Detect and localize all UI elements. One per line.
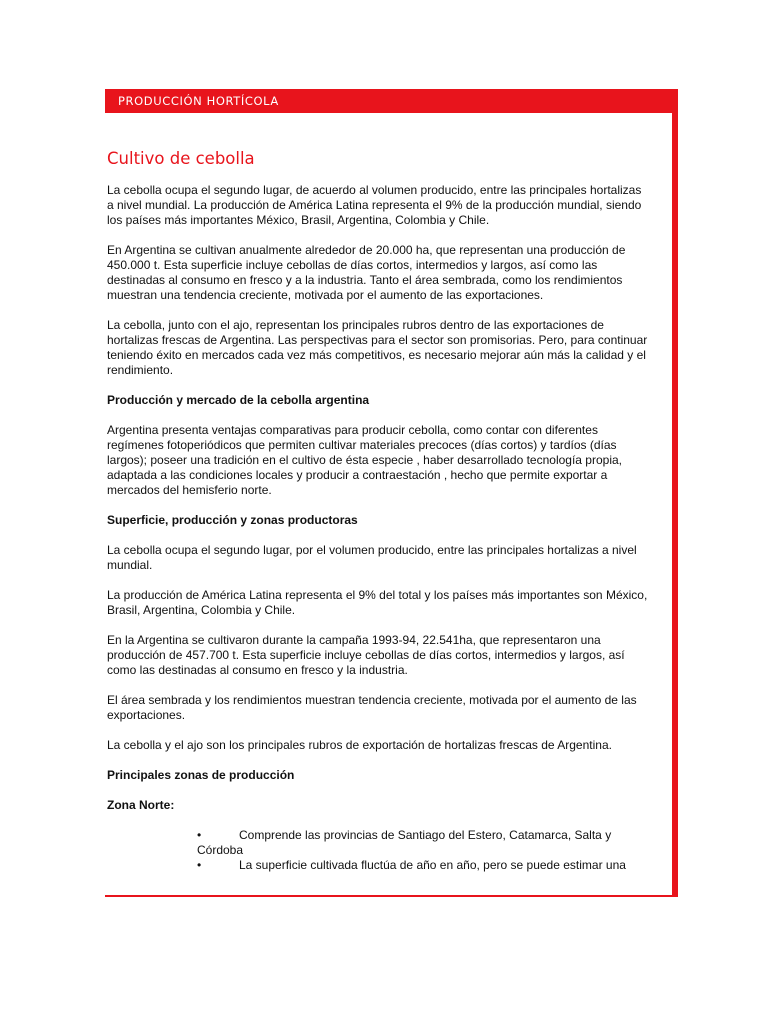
intro-paragraph: La cebolla ocupa el segundo lugar, de acuerdo al volumen producido, entre las principales hortalizas a nivel mundial. La producción de América Latina representa el 9% de la producción mundial, siendo los países más importantes México, Brasil, Argentina, Colombia y Chile. bbox=[107, 183, 642, 227]
section-paragraph: La cebolla ocupa el segundo lugar, por el volumen producido, entre las principales hortalizas a nivel mundial. bbox=[107, 543, 637, 572]
section-paragraph: La cebolla y el ajo son los principales rubros de exportación de hortalizas frescas de Argentina. bbox=[107, 738, 612, 752]
header-bar bbox=[105, 89, 672, 113]
list-item-text: La superficie cultivada fluctúa de año en año, pero se puede estimar una bbox=[239, 858, 626, 872]
article-title: Cultivo de cebolla bbox=[107, 149, 255, 168]
section-heading: Producción y mercado de la cebolla argentina bbox=[107, 393, 370, 407]
bullet-icon: • bbox=[197, 858, 202, 872]
section-paragraph: La producción de América Latina representa el 9% del total y los países más importantes son México, Brasil, Argentina, Colombia y Chile. bbox=[107, 588, 648, 617]
zone-bullet-list bbox=[107, 828, 637, 873]
zone-subheading: Zona Norte: bbox=[107, 798, 175, 812]
bullet-icon: • bbox=[197, 828, 202, 842]
section-heading: Principales zonas de producción bbox=[107, 768, 295, 782]
section-paragraph: En la Argentina se cultivaron durante la campaña 1993-94, 22.541ha, que representaron una producción de 457.700 t. Esta superficie incluye cebollas de días cortos, intermedios y largos, así como las destinadas al consumo en fresco y la industria. bbox=[107, 633, 625, 677]
document-page bbox=[105, 89, 678, 897]
intro-paragraph: La cebolla, junto con el ajo, representan los principales rubros dentro de las exportaciones de hortalizas frescas de Argentina. Las perspectivas para el sector son promisorias. Pero, para continuar teniendo éxito en mercados cada vez más competitivos, es necesario mejorar aún más la calidad y el rendimiento. bbox=[107, 318, 648, 377]
header-title: PRODUCCIÓN HORTÍCOLA bbox=[118, 94, 279, 108]
list-item bbox=[197, 858, 637, 873]
section-heading: Superficie, producción y zonas productoras bbox=[107, 513, 358, 527]
list-item bbox=[197, 828, 637, 858]
section-paragraph: Argentina presenta ventajas comparativas para producir cebolla, como contar con diferentes regímenes fotoperiódicos que permiten cultivar materiales precoces (días cortos) y tardíos (días largos); poseer una tradición en el cultivo de ésta especie , haber desarrollado tecnología propia, adaptada a las condiciones locales y producir a contraestación , hecho que permite exportar a mercados del hemisferio norte. bbox=[107, 423, 622, 497]
article-body bbox=[107, 149, 675, 873]
section-paragraph: El área sembrada y los rendimientos muestran tendencia creciente, motivada por el aumento de las exportaciones. bbox=[107, 693, 637, 722]
intro-paragraph: En Argentina se cultivan anualmente alrededor de 20.000 ha, que representan una producción de 450.000 t. Esta superficie incluye cebollas de días cortos, intermedios y largos, así como las destinadas al consumo en fresco y a la industria. Tanto el área sembrada, como los rendimientos muestran una tendencia creciente, motivada por el aumento de las exportaciones. bbox=[107, 243, 626, 302]
list-item-text: Comprende las provincias de Santiago del Estero, Catamarca, Salta y Córdoba bbox=[197, 828, 612, 857]
